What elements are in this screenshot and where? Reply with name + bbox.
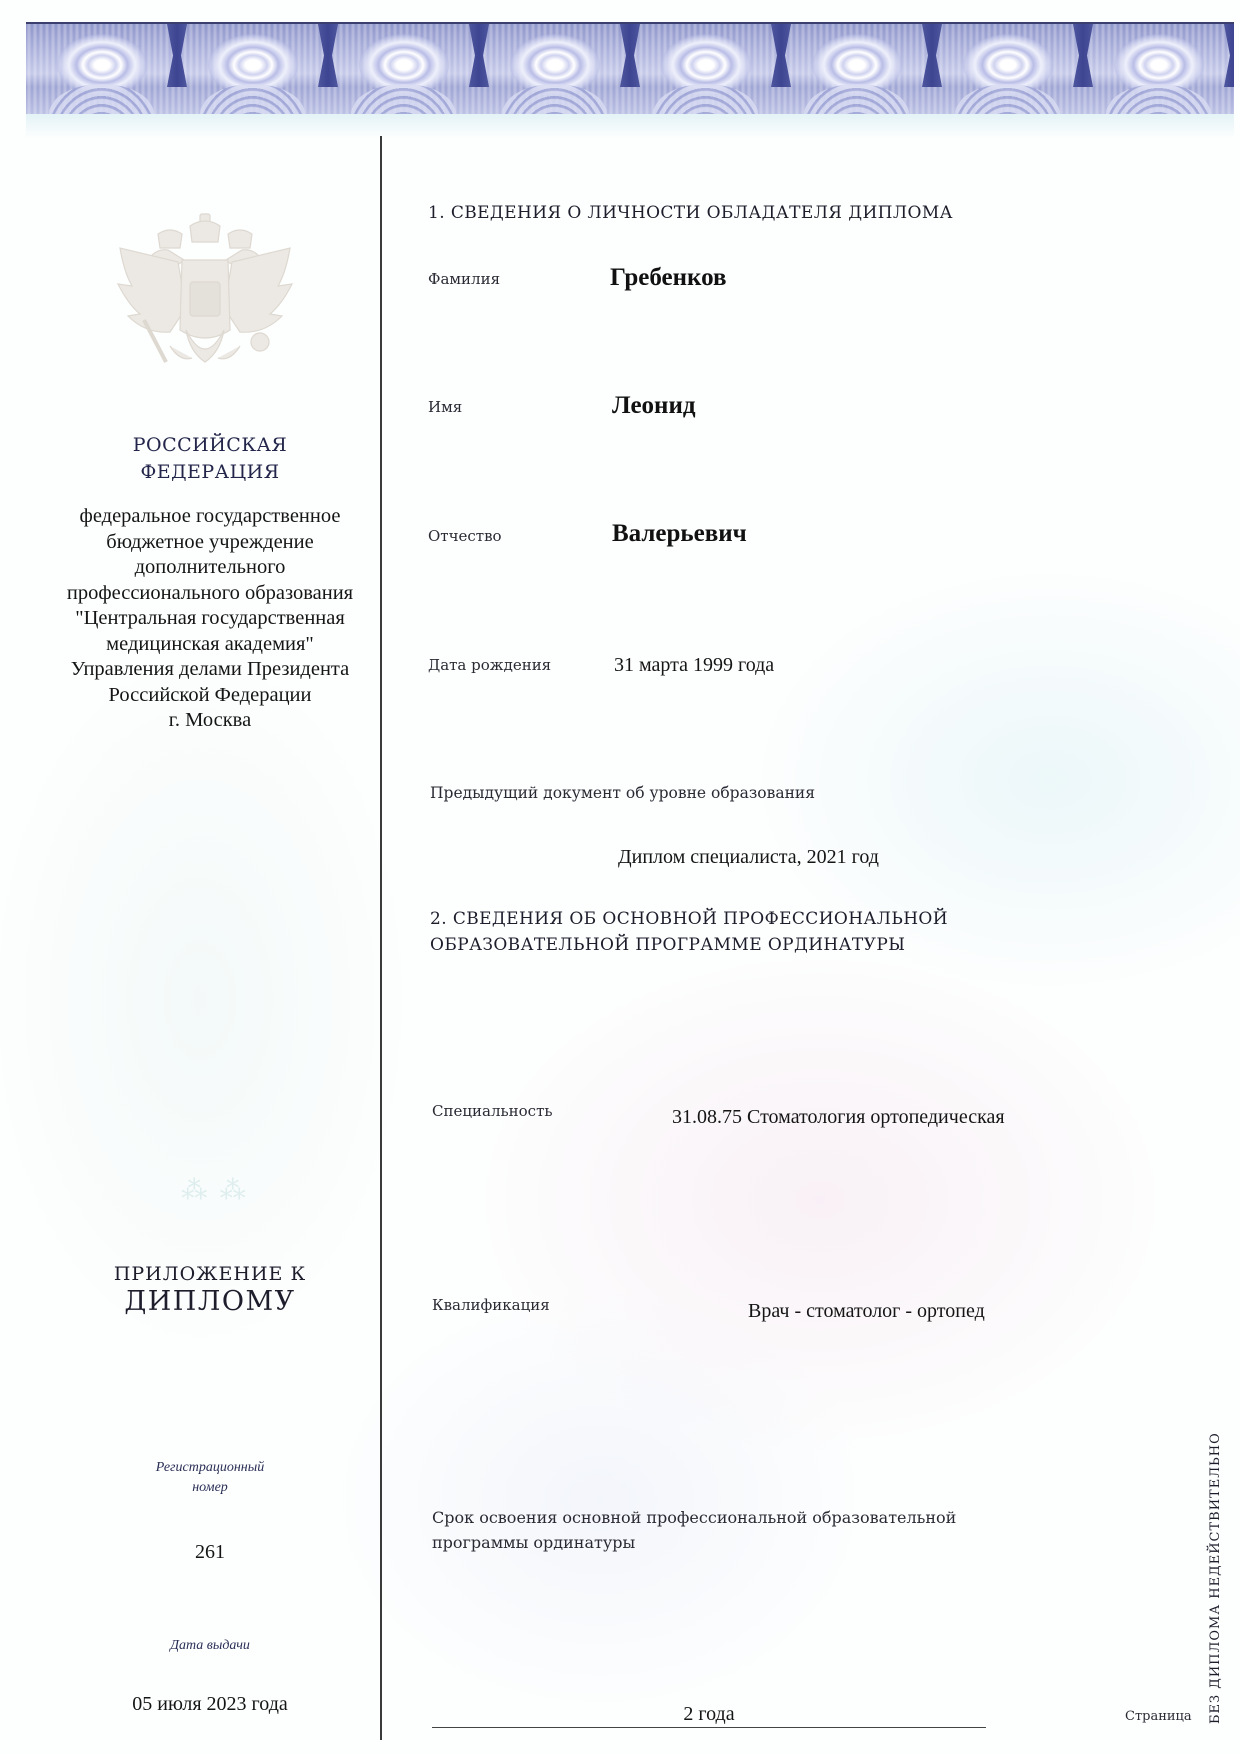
appendix-title-line1: ПРИЛОЖЕНИЕ К bbox=[113, 1263, 307, 1285]
left-panel bbox=[40, 136, 380, 1746]
institution-line: бюджетное учреждение bbox=[106, 530, 314, 553]
birth-date-value: 31 марта 1999 года bbox=[614, 654, 775, 676]
country-line: РОССИЙСКАЯ bbox=[132, 434, 288, 456]
qualification-value: Врач - стоматолог - ортопед bbox=[748, 1300, 985, 1322]
program-term-label-line: Срок освоения основной профессиональной образовательной bbox=[432, 1508, 957, 1527]
double-headed-eagle-emblem-icon bbox=[110, 212, 300, 382]
patronymic-label: Отчество bbox=[428, 527, 502, 545]
institution-line: Управления делами Президента bbox=[70, 658, 350, 680]
issue-date-label: Дата выдачи bbox=[170, 1638, 250, 1653]
patronymic-value: Валерьевич bbox=[612, 520, 747, 547]
rosette-ornament bbox=[630, 24, 781, 114]
rosette-ornament bbox=[479, 24, 630, 114]
program-term-value: 2 года bbox=[683, 1703, 735, 1725]
section-2-title bbox=[430, 906, 948, 958]
surname-value: Гребенков bbox=[610, 264, 727, 291]
institution-line: федеральное государственное bbox=[79, 505, 341, 527]
birth-date-label: Дата рождения bbox=[428, 656, 552, 674]
rosette-ornament bbox=[1083, 24, 1234, 114]
country-name bbox=[40, 432, 380, 486]
faint-watermark: ⁂ ⁂ bbox=[181, 1176, 249, 1205]
issue-date: 05 июля 2023 года bbox=[132, 1693, 288, 1715]
banner-fade bbox=[26, 114, 1234, 138]
rosette-ornament bbox=[781, 24, 932, 114]
institution-line: Российской Федерации bbox=[108, 683, 312, 706]
rosette-ornament bbox=[932, 24, 1083, 114]
institution-line: г. Москва bbox=[168, 709, 252, 731]
appendix-title-line2: ДИПЛОМУ bbox=[124, 1286, 296, 1317]
specialty-label: Специальность bbox=[432, 1102, 553, 1120]
section-2-title-line: ОБРАЗОВАТЕЛЬНОЙ ПРОГРАММЕ ОРДИНАТУРЫ bbox=[430, 935, 906, 955]
guilloche-banner bbox=[26, 22, 1234, 114]
rosette-ornament bbox=[26, 24, 177, 114]
registration-number: 261 bbox=[195, 1541, 225, 1563]
institution-line: медицинская академия" bbox=[106, 632, 314, 655]
section-1-title: 1. СВЕДЕНИЯ О ЛИЧНОСТИ ОБЛАДАТЕЛЯ ДИПЛОМА bbox=[428, 203, 953, 223]
program-term-label bbox=[432, 1505, 1012, 1555]
name-label: Имя bbox=[428, 398, 463, 416]
institution-line: профессионального образования bbox=[66, 581, 354, 604]
qualification-label: Квалификация bbox=[432, 1296, 550, 1314]
country-line: ФЕДЕРАЦИЯ bbox=[140, 461, 280, 483]
validity-note-vertical: БЕЗ ДИПЛОМА НЕДЕЙСТВИТЕЛЬНО bbox=[1208, 1432, 1223, 1724]
reg-label-line: Регистрационный bbox=[155, 1460, 265, 1475]
column-divider bbox=[380, 136, 382, 1740]
previous-document-value: Диплом специалиста, 2021 год bbox=[618, 846, 879, 868]
registration-number-label bbox=[40, 1458, 380, 1498]
surname-label: Фамилия bbox=[428, 270, 501, 288]
name-value: Леонид bbox=[612, 392, 696, 419]
rosette-ornament bbox=[177, 24, 328, 114]
rosette-ornament bbox=[328, 24, 479, 114]
previous-document-label: Предыдущий документ об уровне образования bbox=[430, 784, 816, 802]
institution-line: дополнительного bbox=[134, 556, 286, 578]
section-2-title-line: 2. СВЕДЕНИЯ ОБ ОСНОВНОЙ ПРОФЕССИОНАЛЬНОЙ bbox=[430, 909, 948, 929]
program-term-underline bbox=[432, 1727, 986, 1728]
program-term-label-line: программы ординатуры bbox=[432, 1533, 636, 1552]
institution-line: "Центральная государственная bbox=[75, 607, 345, 629]
page-label: Страница bbox=[1125, 1709, 1192, 1724]
reg-label-line: номер bbox=[192, 1480, 228, 1495]
institution-name bbox=[40, 504, 380, 734]
specialty-value: 31.08.75 Стоматология ортопедическая bbox=[672, 1106, 1005, 1128]
